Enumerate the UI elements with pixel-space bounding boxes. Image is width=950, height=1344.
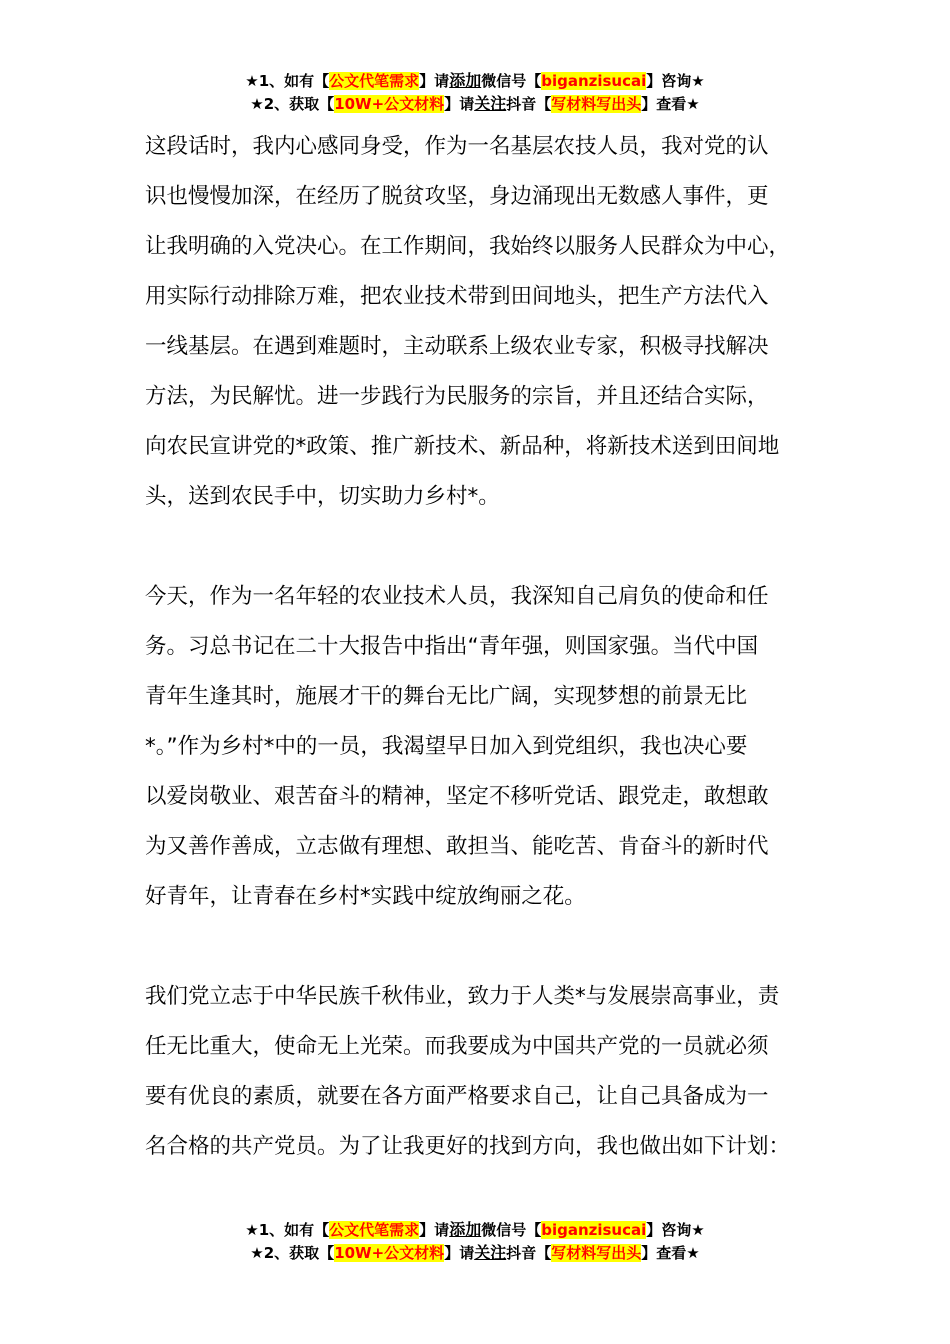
banner-line-2: [0, 92, 950, 115]
footer-banner: [0, 1218, 950, 1264]
banner-text: 】咨询★: [646, 1221, 705, 1239]
text-line: *。”作为乡村*中的一员，我渴望早日加入到党组织，我也决心要: [145, 734, 748, 759]
text-line: 今天，作为一名年轻的农业技术人员，我深知自己肩负的使命和任: [145, 584, 769, 609]
text-line: 以爱岗敬业、艰苦奋斗的精神，坚定不移听党话、跟党走，敢想敢: [145, 784, 769, 809]
underlined-keyword: 关注: [474, 1243, 507, 1262]
banner-text: 】请: [444, 1244, 475, 1262]
paragraph-1: [145, 122, 825, 522]
highlight-service: 公文代笔需求: [329, 1221, 420, 1239]
banner-text: 抖音【: [506, 1244, 552, 1262]
banner-text: ★2、获取【: [250, 95, 335, 113]
text-line: 要有优良的素质，就要在各方面严格要求自己，让自己具备成为一: [145, 1084, 769, 1109]
banner-text: ★1、如有【: [245, 1221, 330, 1239]
underlined-keyword: 关注: [474, 94, 507, 113]
banner-line-2: [0, 1241, 950, 1264]
paragraph-spacer: [145, 522, 825, 572]
banner-line-1: [0, 1218, 950, 1241]
header-banner: [0, 69, 950, 115]
banner-text: 】咨询★: [646, 72, 705, 90]
text-line: 识也慢慢加深，在经历了脱贫攻坚，身边涌现出无数感人事件，更: [145, 184, 769, 209]
text-line: 让我明确的入党决心。在工作期间，我始终以服务人民群众为中心，: [145, 234, 791, 259]
highlight-service: 公文代笔需求: [329, 72, 420, 90]
banner-text: 】查看★: [641, 95, 700, 113]
banner-text: 】请: [444, 95, 475, 113]
banner-text: 】请: [419, 72, 450, 90]
highlight-douyin-account: 写材料写出头: [551, 1244, 642, 1262]
text-line: 任无比重大，使命无上光荣。而我要成为中国共产党的一员就必须: [145, 1034, 769, 1059]
highlight-wechat-id: biganzisucai: [541, 1221, 647, 1239]
text-line: 青年生逢其时，施展才干的舞台无比广阔，实现梦想的前景无比: [145, 684, 748, 709]
banner-line-1: [0, 69, 950, 92]
text-line: 一线基层。在遇到难题时，主动联系上级农业专家，积极寻找解决: [145, 334, 769, 359]
highlight-materials: 10W+公文材料: [334, 95, 445, 113]
text-line: 向农民宣讲党的*政策、推广新技术、新品种，将新技术送到田间地: [145, 434, 780, 459]
text-line: 头，送到农民手中，切实助力乡村*。: [145, 484, 500, 509]
text-line: 名合格的共产党员。为了让我更好的找到方向，我也做出如下计划：: [145, 1134, 791, 1159]
highlight-douyin-account: 写材料写出头: [551, 95, 642, 113]
text-line: 好青年，让青春在乡村*实践中绽放绚丽之花。: [145, 884, 586, 909]
document-body: [145, 122, 825, 1172]
text-line: 我们党立志于中华民族千秋伟业，致力于人类*与发展崇高事业，责: [145, 984, 780, 1009]
text-line: 这段话时，我内心感同身受，作为一名基层农技人员，我对党的认: [145, 134, 769, 159]
paragraph-3: [145, 972, 825, 1172]
text-line: 为又善作善成，立志做有理想、敢担当、能吃苦、肯奋斗的新时代: [145, 834, 769, 859]
underlined-keyword: 添加: [449, 71, 482, 90]
banner-text: ★2、获取【: [250, 1244, 335, 1262]
highlight-wechat-id: biganzisucai: [541, 72, 647, 90]
text-line: 务。习总书记在二十大报告中指出“青年强，则国家强。当代中国: [145, 634, 759, 659]
banner-text: 微信号【: [481, 1221, 542, 1239]
banner-text: 微信号【: [481, 72, 542, 90]
banner-text: ★1、如有【: [245, 72, 330, 90]
banner-text: 】查看★: [641, 1244, 700, 1262]
underlined-keyword: 添加: [449, 1220, 482, 1239]
banner-text: 】请: [419, 1221, 450, 1239]
banner-text: 抖音【: [506, 95, 552, 113]
highlight-materials: 10W+公文材料: [334, 1244, 445, 1262]
text-line: 用实际行动排除万难，把农业技术带到田间地头，把生产方法代入: [145, 284, 769, 309]
paragraph-2: [145, 572, 825, 922]
paragraph-spacer: [145, 922, 825, 972]
text-line: 方法，为民解忧。进一步践行为民服务的宗旨，并且还结合实际，: [145, 384, 769, 409]
